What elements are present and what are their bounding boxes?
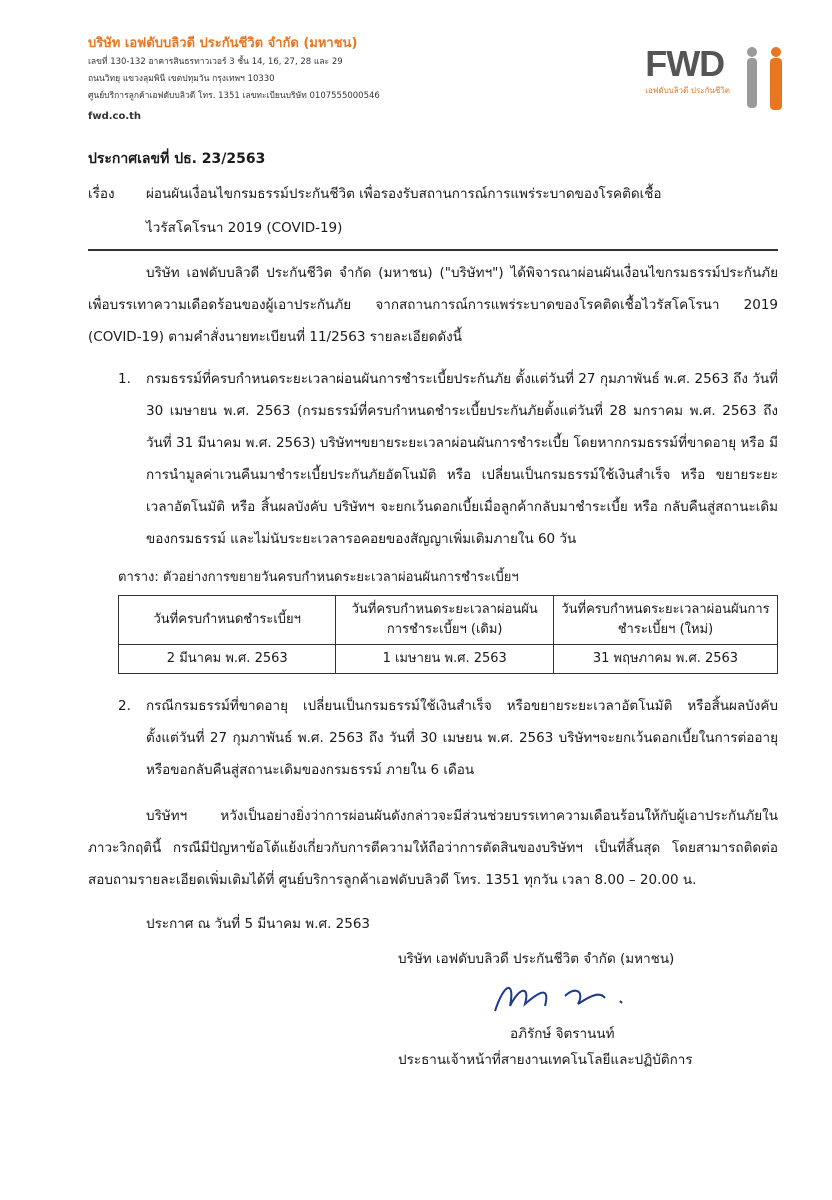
subject-line-2: ไวรัสโคโรนา 2019 (COVID-19) [146, 220, 343, 236]
subject-label: เรื่อง [88, 186, 115, 202]
letterhead-website: fwd.co.th [88, 111, 142, 122]
subject [88, 177, 778, 245]
signatory-company: บริษัท เอฟดับบลิวดี ประกันชีวิต จำกัด (มหาชน) [398, 951, 675, 967]
item-2 [88, 690, 778, 786]
table-cell: 2 มีนาคม พ.ศ. 2563 [119, 645, 336, 674]
fwd-logo [645, 44, 792, 114]
logo-subtitle: เอฟดับบลิวดี ประกันชีวิต [645, 86, 730, 95]
announcement-date: ประกาศ ณ วันที่ 5 มีนาคม พ.ศ. 2563 [146, 916, 371, 932]
table-header: วันที่ครบกำหนดชำระเบี้ยฯ [119, 596, 336, 645]
signatory-title: ประธานเจ้าหน้าที่สายงานเทคโนโลยีและปฏิบัติการ [398, 1052, 693, 1068]
signature-block [398, 946, 778, 1073]
letterhead-address-3: ศูนย์บริการลูกค้าเอฟดับบลิวดี โทร. 1351 เลขทะเบียนบริษัท 0107555000546 [88, 91, 380, 101]
table-cell: 1 เมษายน พ.ศ. 2563 [336, 645, 553, 674]
table-header: วันที่ครบกำหนดระยะเวลาผ่อนผันการชำระเบี้ยฯ (ใหม่) [553, 596, 777, 645]
extension-table [118, 595, 778, 674]
table-header: วันที่ครบกำหนดระยะเวลาผ่อนผันการชำระเบี้ยฯ (เดิม) [336, 596, 553, 645]
signatory-name: อภิรักษ์ จิตรานนท์ [510, 1026, 615, 1042]
letterhead [0, 0, 832, 127]
subject-line-1: ผ่อนผันเงื่อนไขกรมธรรม์ประกันชีวิต เพื่อรองรับสถานการณ์การแพร่ระบาดของโรคติดเชื้อ [146, 186, 662, 202]
letterhead-address-2: ถนนวิทยุ แขวงลุมพินี เขตปทุมวัน กรุงเทพฯ 10330 [88, 74, 275, 84]
letterhead-address-1: เลขที่ 130-132 อาคารสินธรทาวเวอร์ 3 ชั้น 14, 16, 27, 28 และ 29 [88, 57, 343, 67]
item-1-text: กรมธรรม์ที่ครบกำหนดระยะเวลาผ่อนผันการชำระเบี้ยประกันภัย ตั้งแต่วันที่ 27 กุมภาพันธ์ พ.ศ. 2563 ถึง วันที่ 30 เมษายน พ.ศ. 2563 (กรมธรรม์ที่ครบกำหนดชำระเบี้ยประกันภัยตั้งแต่วันที่ 28 มกราคม พ.ศ. 2563 ถึง วันที่ 31 มีนาคม พ.ศ. 2563) บริษัทฯขยายระยะเวลาผ่อนผันการชำระเบี้ย โดยหากกรมธรรม์ที่ขาดอายุ หรือ มีการนำมูลค่าเวนคืนมาชำระเบี้ยประกันภัยอัตโนมัติ หรือ เปลี่ยนเป็นกรมธรรม์ใช้เงินสำเร็จ หรือ ขยายระยะเวลาอัตโนมัติ หรือ สิ้นผลบังคับ บริษัทฯ จะยกเว้นดอกเบี้ยเมื่อลูกค้ากลับมาชำระเบี้ย หรือ กลับคืนสู่สถานะเดิมของกรมธรรม์ และไม่นับระยะเวลารอคอยของสัญญาเพิ่มเติมภายใน 60 วัน [146, 371, 778, 547]
item-2-number: 2. [118, 698, 131, 714]
letterhead-details [88, 34, 380, 127]
document-body [0, 127, 832, 1113]
table-caption: ตาราง: ตัวอย่างการขยายวันครบกำหนดระยะเวลาผ่อนผันการชำระเบี้ยฯ [118, 570, 519, 585]
runners-icon [736, 44, 792, 114]
table-cell: 31 พฤษภาคม พ.ศ. 2563 [553, 645, 777, 674]
signature-image [490, 976, 650, 1021]
item-2-text: กรณีกรมธรรม์ที่ขาดอายุ เปลี่ยนเป็นกรมธรรม์ใช้เงินสำเร็จ หรือขยายระยะเวลาอัตโนมัติ หรือสิ้นผลบังคับ ตั้งแต่วันที่ 27 กุมภาพันธ์ พ.ศ. 2563 ถึง วันที่ 30 เมษยน พ.ศ. 2563 บริษัทฯจะยกเว้นดอกเบี้ยในการต่ออายุหรือขอกลับคืนสู่สถานะเดิมของกรมธรรม์ ภายใน 6 เดือน [146, 698, 778, 778]
logo-text: FWD [645, 43, 725, 84]
intro-paragraph: บริษัท เอฟดับบลิวดี ประกันชีวิต จำกัด (มหาชน) ("บริษัทฯ") ได้พิจารณาผ่อนผันเงื่อนไขกรมธรรม์ประกันภัย เพื่อบรรเทาความเดือดร้อนของผู้เอาประกันภัย จากสถานการณ์การแพร่ระบาดของโรคติดเชื้อไวรัสโคโรนา 2019 (COVID-19) ตามคำสั่งนายทะเบียนที่ 11/2563 รายละเอียดดังนี้ [88, 265, 778, 345]
closing-paragraph: บริษัทฯ หวังเป็นอย่างยิ่งว่าการผ่อนผันดังกล่าวจะมีส่วนช่วยบรรเทาความเดือนร้อนให้กับผู้เอาประกันภัยในภาวะวิกฤตินี้ กรณีมีปัญหาข้อโต้แย้งเกี่ยวกับการตีความให้ถือว่าการตัดสินของบริษัทฯ เป็นที่สิ้นสุด โดยสามารถติดต่อสอบถามรายละเอียดเพิ่มเติมได้ที่ ศูนย์บริการลูกค้าเอฟดับบลิวดี โทร. 1351 ทุกวัน เวลา 8.00 – 20.00 น. [88, 808, 778, 888]
table-row [119, 645, 778, 674]
announcement-number: ประกาศเลขที่ ปธ. 23/2563 [88, 151, 266, 167]
item-1-number: 1. [118, 371, 131, 387]
letterhead-company: บริษัท เอฟดับบลิวดี ประกันชีวิต จำกัด (มหาชน) [88, 36, 358, 51]
item-1 [88, 363, 778, 555]
divider [88, 249, 778, 251]
